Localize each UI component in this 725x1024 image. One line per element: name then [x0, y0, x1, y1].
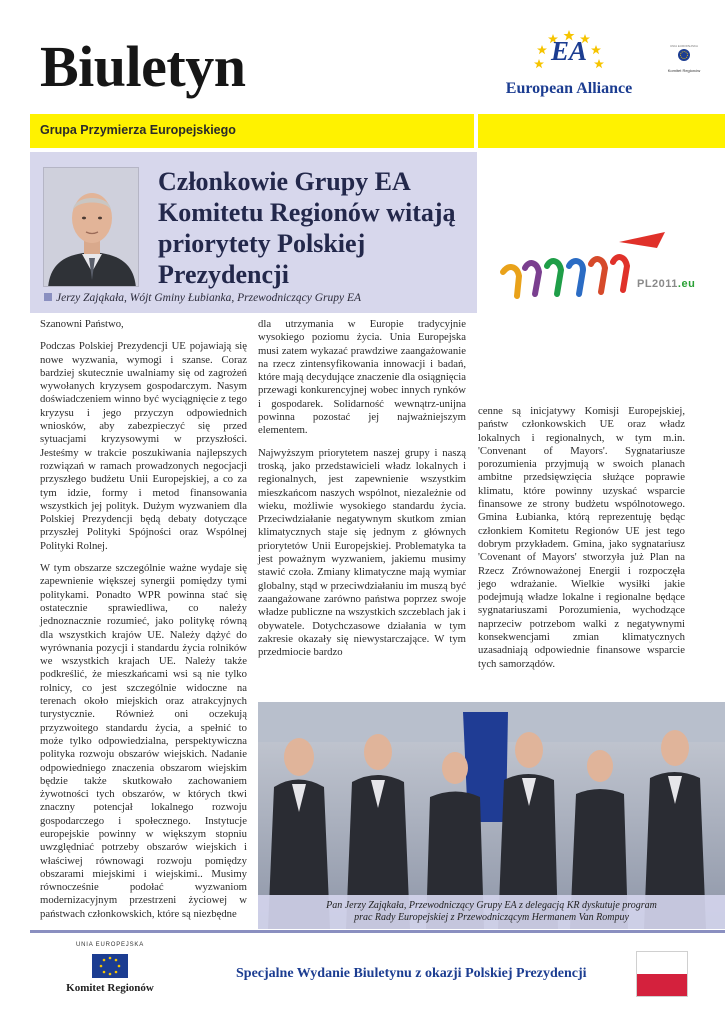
polish-flag-icon [636, 951, 688, 997]
article-paragraph: Najwyższym priorytetem naszej grupy i naszą troską, jako przedstawicieli władz lokalnych i regionalnych, jest zapewnienie wszystkim mieszkańcom naszych wspólnot, niezależnie od wieku, możliwie wysokiego standardu życia. Przeciwdziałanie negatywnym skutkom zmian klimatycznych staje się jednym z głównych priorytetów Unii Europejskiej. Problematyka ta jest poważnym wyzwaniem, jakiemu musimy stawić czoła. Zmiany klimatyczne mają wymiar globalny, stąd w przeciwdziałaniu im muszą być zaangażowane zarówno państwa poprzez swoje władze publiczne na wszystkich szczeblach jak i obywatele. Dotychczasowe działania w tym zakresie okazały się niewystarczające. W tym przedmiocie bardzo [258, 446, 466, 659]
presidency-label [637, 278, 695, 290]
article-paragraph: dla utrzymania w Europie tradycyjnie wysokiego poziomu życia. Unia Europejska musi zatem wykazać prawdziwe zaangażowanie na rzecz zintensyfikowania innowacji i badań, które mają decydujące znaczenie dla osiągnięcia przewagi konkurencyjnej wobec innych rynków i gospodarek. Solidarność wewnątrz-unijna powinna pozostać jej najważniejszym elementem. [258, 318, 466, 437]
photo-caption-line-1: Pan Jerzy Zająkała, Przewodniczący Grupy EA z delegacją KR dyskutuje program [326, 900, 657, 911]
byline-text: Jerzy Zająkała, Wójt Gminy Łubianka, Przewodniczący Grupy EA [56, 292, 362, 304]
section-bar [30, 114, 725, 148]
portrait-illustration [44, 168, 139, 287]
polish-presidency-logo [495, 222, 695, 312]
ea-logo-name: European Alliance [505, 80, 633, 97]
article-paragraph: W tym obszarze szczególnie ważne wydaje się zapewnienie większej synergii pomiędzy tymi politykami. Ponadto WPR powinna stać się ostatecznie sprawiedliwa, co należy jednoznacznie rozumieć, jako politykę równą dla wszystkich krajów UE. Należy dążyć do wyrównania pozycji i standardu życia rolników we wszystkich krajach UE. Należy także podkreślić, że mieszkańcami wsi są nie tylko rolnicy, co jest szczególnie widoczne na terenach około miejskich oraz atrakcyjnych turystycznie. Również oni oczekują przyzwoitego standardu życia, a spełnić to może tylko odpowiedzialna, perspektywiczna polityka rozwoju obszarów wiejskich. Nadanie odpowiedniego znaczenia obszarom wiejskim będzie także skutkowało zachowaniem żywotności tych obszarów, w których tkwi znaczny potencjał lokalnego rozwoju gospodarczego i społecznego. Instytucje europejskie powinny w większym stopniu uwzględniać potrzeby obszarów wiejskich i właściwej równowagi rozwoju pomiędzy obszarami miejskimi i wiejskimi.. Musimy równocześnie podołać wyzwaniom modernizacyjnym przestrzeni życiowej w państwach członkowskich, które są niezbędne [40, 562, 247, 920]
newsletter-title: Biuletyn [40, 34, 246, 99]
presidency-label-main: PL2011 [637, 278, 678, 290]
kr-logo-bottom-text: Komitet Regionów [66, 982, 154, 994]
photo-caption-line-2: prac Rady Europejskiej z Przewodniczącym Hermanem Van Rompuy [354, 912, 629, 923]
section-bar-label: Grupa Przymierza Europejskiego [40, 123, 236, 137]
kr-mini-bottom-text: Komitet Regionów [667, 68, 701, 73]
committee-regions-mini-logo [664, 44, 704, 74]
presidency-figures-icon [495, 222, 695, 312]
european-alliance-logo [484, 28, 654, 104]
committee-regions-logo [55, 942, 165, 1002]
article-paragraph: cenne są inicjatywy Komisji Europejskiej, państw członkowskich UE oraz władz lokalnych i regionalnych, w tym m.in. 'Convenant of Mayors'. Sygnatariusze porozumienia przyjmują w swoich planach ambitne przedsięwzięcia służące poprawie klimatu, które powinny uzyskać wsparcie finansowe ze strony budżetu wspólnotowego. Gmina Łubianka, którą reprezentuję będąc członkiem Komitetu Regionów UE jest tego dobrym przykładem. Gmina, jako sygnatariusz 'Covenant of Mayors' stworzyła już Plan na Rzecz Zrównoważonej Energii i rozpoczęła jego wdrażanie. Wielkie wysiłki jakie podejmują władze lokalne i regionalne będące sygnatariuszami Porozumienia, wychodzące naprzeciw potrzebom walki z negatywnymi konsekwencjami zmian klimatycznych uzasadniają odpowiednie finansowe wsparcie tych samorządów. [478, 405, 685, 670]
eu-emblem-icon [88, 952, 132, 980]
special-edition-label: Specjalne Wydanie Biuletynu z okazji Polskiej Prezydencji [236, 966, 587, 981]
author-portrait [43, 167, 139, 287]
article-byline [44, 292, 361, 304]
article-paragraph: Szanowni Państwo, [40, 318, 124, 330]
article-column-2 [258, 318, 466, 668]
section-bar-divider [474, 114, 478, 148]
delegation-photo [258, 702, 725, 929]
eu-emblem-icon [664, 48, 704, 62]
photo-caption [258, 895, 725, 929]
presidency-label-tld: .eu [677, 278, 696, 290]
kr-mini-top-text: UNIA EUROPEJSKA [669, 44, 698, 48]
ea-logo-letters: EA [550, 36, 588, 66]
article-headline: Członkowie Grupy EA Komitetu Regionów witają priorytety Polskiej Prezydencji [158, 167, 456, 289]
article-paragraph: Podczas Polskiej Prezydencji UE pojawiają się nowe wyzwania, wymogi i szanse. Coraz bardziej skutecznie uwalniamy się od zagrożeń wywołanych kryzysem gospodarczym. Nasym doświadczeniem winno być wyciągnięcie z tego kryzysu i jego przyczyn odpowiednich wniosków, aby zabezpieczyć się przed sytuacjami kryzysowymi w przyszłości. Jesteśmy w trakcie poszukiwania najlepszych rozwiązań w ramach prowadzonych negocjacji przyszłego budżetu Unii Europejskiej, a co za tym idzie, formy i metod finansowania wszystkich jej polityk. Dużym wyzwaniem dla Polskiej Prezydencji będą debaty dotyczące przyszłej Polityki Spójności oraz Wspólnej Polityki Rolnej. [40, 340, 247, 552]
kr-logo-top-text: UNIA EUROPEJSKA [75, 942, 144, 948]
footer-divider [30, 930, 725, 933]
byline-marker-icon [44, 293, 52, 301]
article-column-1 [40, 318, 247, 930]
article-column-3 [478, 405, 685, 680]
